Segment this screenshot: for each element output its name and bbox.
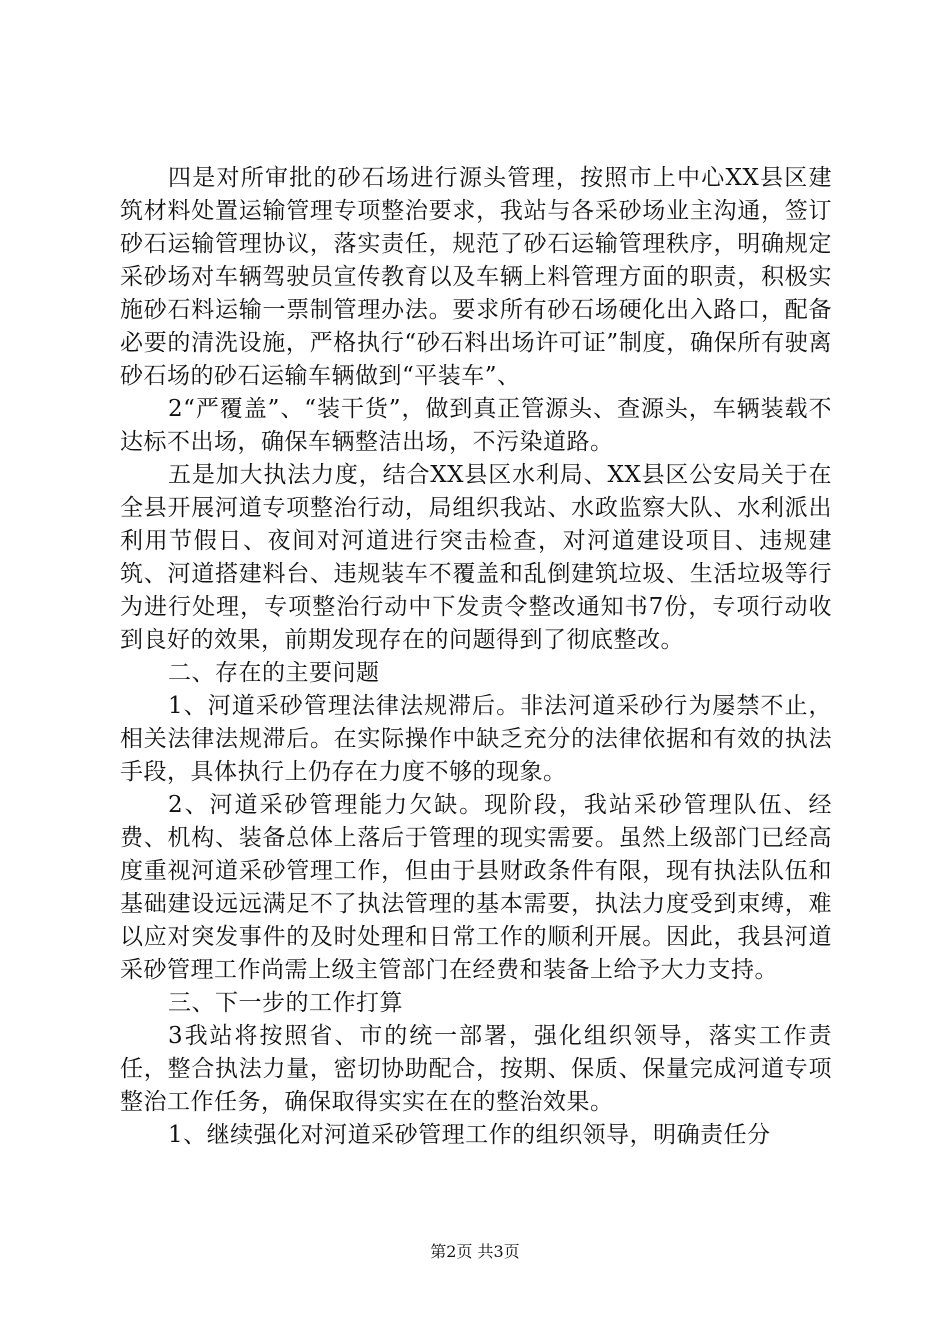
paragraph-source-management: 四是对所审批的砂石场进行源头管理，按照市上中心XX县区建筑材料处置运输管理专项整治要求，我站与各采砂场业主沟通，签订砂石运输管理协议，落实责任，规范了砂石运输管理秩序，明确规定采砂场对车辆驾驶员宣传教育以及车辆上料管理方面的职责，积极实施砂石料运输一票制管理办法。要求所有砂石场硬化出入路口，配备必要的清洗设施，严格执行“砂石料出场许可证”制度，确保所有驶离砂石场的砂石运输车辆做到“平装车”、 (120, 165, 832, 389)
page-number-footer: 第2页 共3页 (430, 1242, 520, 1261)
section-heading-main-problems: 二、存在的主要问题 (168, 660, 380, 686)
paragraph-law-enforcement: 五是加大执法力度，结合XX县区水利局、XX县区公安局关于在全县开展河道专项整治行动，局组织我站、水政监察大队、水利派出利用节假日、夜间对河道进行突击检查，对河道建设项目、违规建筑、河道搭建料台、违规装车不覆盖和乱倒建筑垃圾、生活垃圾等行为进行处理，专项整治行动中下发责令整改通知书7份，专项行动收到良好的效果，前期发现存在的问题得到了彻底整改。 (120, 462, 832, 653)
paragraph-problem-1: 1、河道采砂管理法律法规滞后。非法河道采砂行为屡禁不止，相关法律法规滞后。在实际操作中缺乏充分的法律依据和有效的执法手段，具体执行上仍存在力度不够的现象。 (120, 693, 832, 785)
paragraph-next-steps-intro: 3我站将按照省、市的统一部署，强化组织领导，落实工作责任，整合执法力量，密切协助配合，按期、保质、保量完成河道专项整治工作任务，确保取得实实在在的整治效果。 (120, 1023, 832, 1115)
section-heading-next-steps: 三、下一步的工作打算 (168, 990, 403, 1016)
paragraph-problem-2: 2、河道采砂管理能力欠缺。现阶段，我站采砂管理队伍、经费、机构、装备总体上落后于管理的现实需要。虽然上级部门已经高度重视河道采砂管理工作，但由于县财政条件有限，现有执法队伍和基础建设远远满足不了执法管理的基本需要，执法力度受到束缚，难以应对突发事件的及时处理和日常工作的顺利开展。因此，我县河道采砂管理工作尚需上级主管部门在经费和装备上给予大力支持。 (120, 792, 832, 983)
document-body (120, 162, 832, 1152)
paragraph-next-step-1: 1、继续强化对河道采砂管理工作的组织领导，明确责任分 (168, 1122, 771, 1148)
paragraph-cover-dry-goods: 2“严覆盖”、“装干货”，做到真正管源头、查源头，车辆装载不达标不出场，确保车辆整洁出场，不污染道路。 (120, 396, 832, 455)
